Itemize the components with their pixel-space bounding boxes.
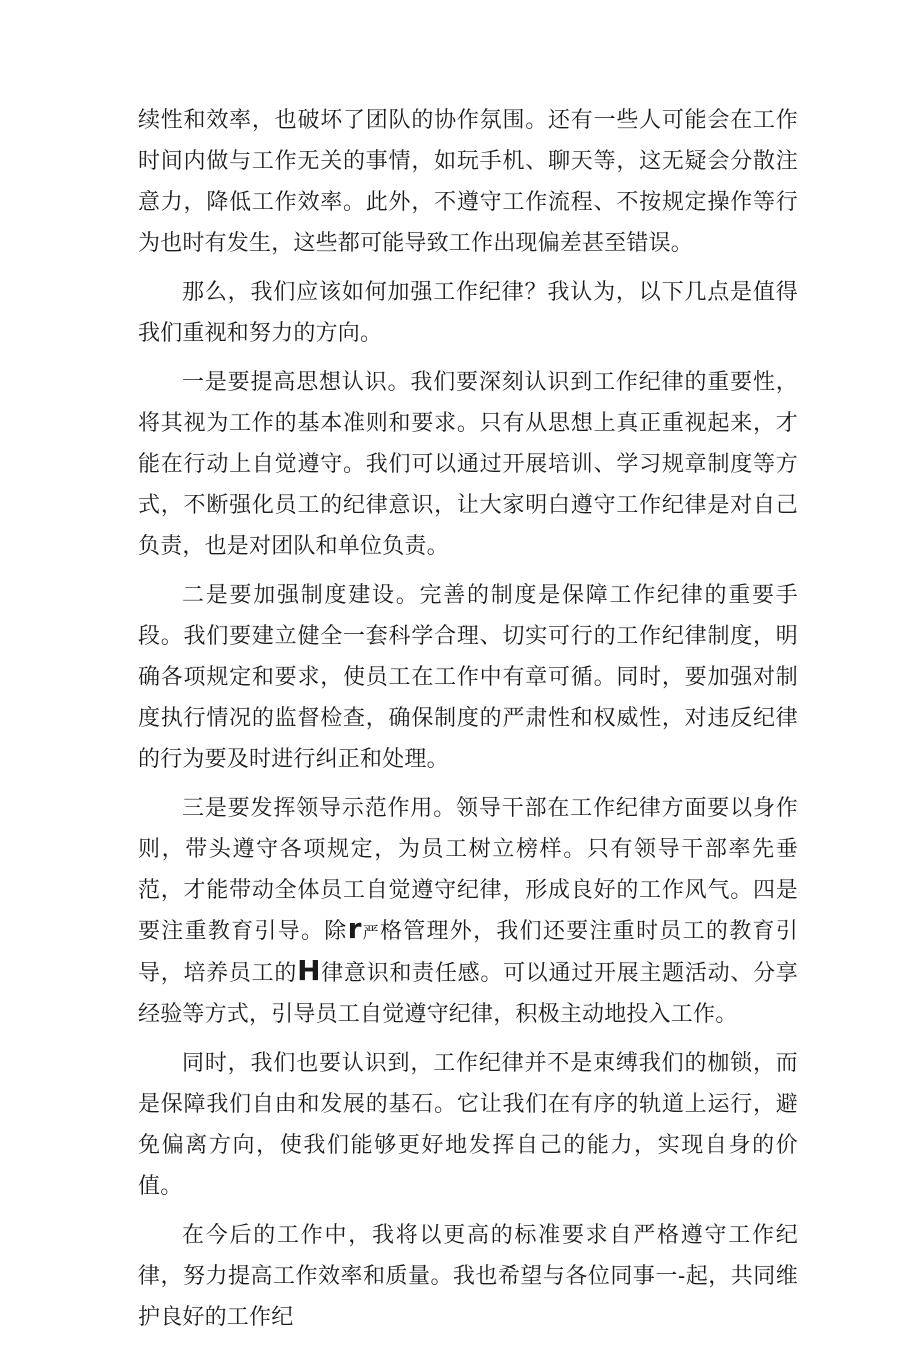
document-body: [138, 100, 798, 1346]
paragraph-7: 在今后的工作中，我将以更高的标准要求自严格遵守工作纪律，努力提高工作效率和质量。我也希望与各位同事一-起，共同维护良好的工作纪: [138, 1223, 798, 1330]
paragraph-5-part-1: 三是要发挥领导示范作用。领导干部在工作纪律方面要以身作则，带头遵守各项规定，为员工树立榜样。只有领导干部率先垂范，才能带动全体员工自觉遵守纪律，形成良好的工作风气。四是要注重教育引导。除: [138, 796, 798, 944]
paragraph-5-part-3: 格管理外，我们还要注重时员工的教育引导，培养员工的: [138, 919, 798, 986]
paragraph-3: 一是要提高思想认识。我们要深刻认识到工作纪律的重要性，将其视为工作的基本准则和要求。只有从思想上真正重视起来，才能在行动上自觉遵守。我们可以通过开展培训、学习规章制度等方式，不断强化员工的纪律意识，让大家明白遵守工作纪律是对自己负责，也是对团队和单位负责。: [138, 370, 798, 559]
paragraph-1: 续性和效率，也破坏了团队的协作氛围。还有一些人可能会在工作时间内做与工作无关的事情，如玩手机、聊天等，这无疑会分散注意力，降低工作效率。此外，不遵守工作流程、不按规定操作等行为也时有发生，这些都可能导致工作出现偏差甚至错误。: [138, 108, 798, 256]
paragraph-5: [138, 788, 798, 1035]
paragraph-5-glitch-1: r: [347, 912, 362, 945]
paragraph-5-part-2: 严: [361, 923, 380, 942]
paragraph-2: 那么，我们应该如何加强工作纪律？我认为，以下几点是值得我们重视和努力的方向。: [138, 280, 798, 346]
paragraph-5-part-4: 律意识和责任感。可以通过开展主题活动、分享经验等方式，引导员工自觉遵守纪律，积极主动地投入工作。: [138, 961, 798, 1027]
paragraph-5-glitch-2: H: [297, 954, 321, 987]
paragraph-6: 同时，我们也要认识到，工作纪律并不是束缚我们的枷锁，而是保障我们自由和发展的基石。它让我们在有序的轨道上运行，避免偏离方向，使我们能够更好地发挥自己的能力，实现自身的价值。: [138, 1051, 798, 1199]
paragraph-4: 二是要加强制度建设。完善的制度是保障工作纪律的重要手段。我们要建立健全一套科学合理、切实可行的工作纪律制度，明确各项规定和要求，使员工在工作中有章可循。同时，要加强对制度执行情况的监督检查，确保制度的严肃性和权威性，对违反纪律的行为要及时进行纠正和处理。: [138, 583, 798, 772]
